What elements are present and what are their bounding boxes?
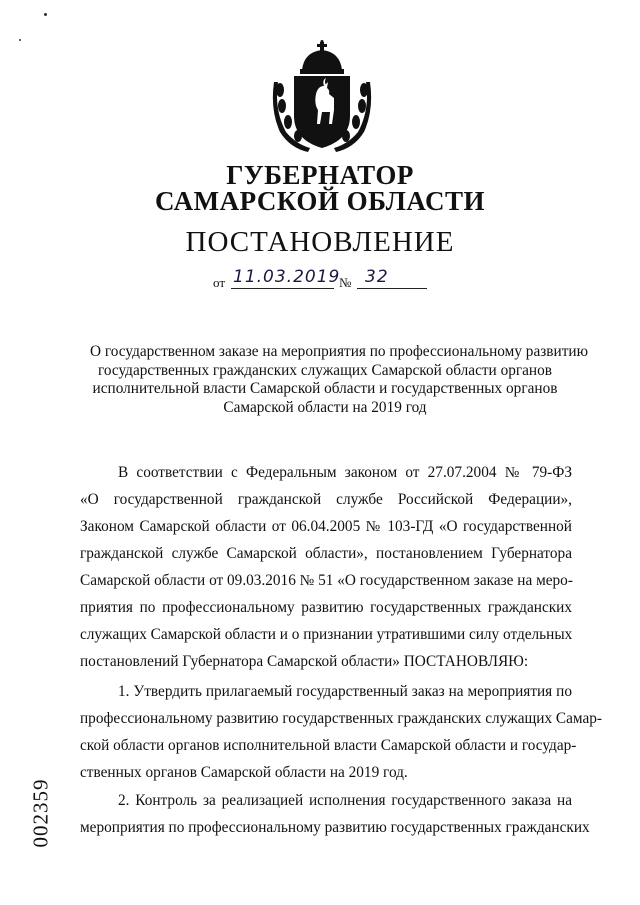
- registration-number: 002359: [28, 778, 53, 848]
- body-line: ской области органов исполнительной власти Самарской области и государ-: [80, 737, 577, 754]
- scan-speck: [19, 39, 21, 41]
- handwritten-date: 11.03.2019: [233, 267, 341, 287]
- number-prefix: №: [339, 275, 352, 290]
- subject-line: Самарской области на 2019 год: [223, 398, 427, 416]
- body-line: 2. Контроль за реализацией исполнения государственного заказа на: [118, 792, 572, 809]
- document-type: ПОСТАНОВЛЕНИЕ: [185, 226, 455, 258]
- number-underline: [357, 288, 427, 289]
- body-line: Самарской области от 09.03.2016 № 51 «О государственном заказе на меро-: [80, 572, 573, 589]
- body-line: мероприятия по профессиональному развитию государственных гражданских: [80, 819, 590, 836]
- document-subject: [90, 343, 588, 417]
- body-line: постановлений Губернатора Самарской области» ПОСТАНОВЛЯЮ:: [80, 653, 529, 670]
- issuer-region: САМАРСКОЙ ОБЛАСТИ: [154, 186, 486, 216]
- body-line: Законом Самарской области от 06.04.2005 № 103-ГД «О государственной: [80, 518, 572, 535]
- date-underline: [231, 288, 334, 289]
- scan-speck: [44, 13, 47, 16]
- date-number-line: [213, 269, 473, 293]
- registration-stamp: [26, 768, 56, 858]
- date-prefix: от: [213, 275, 226, 290]
- handwritten-number: 32: [365, 267, 389, 287]
- subject-line: исполнительной власти Самарской области и государственных органов: [92, 380, 558, 397]
- samara-coat-of-arms-icon: [272, 40, 372, 154]
- body-line: приятия по профессиональному развитию государственных гражданских: [80, 599, 572, 616]
- body-line: служащих Самарской области и о признании утратившими силу отдельных: [80, 626, 573, 643]
- body-line: профессиональному развитию государственных гражданских служащих Самар-: [80, 710, 603, 727]
- body-line: 1. Утвердить прилагаемый государственный заказ на мероприятия по: [118, 683, 572, 700]
- issuer-title: ГУБЕРНАТОР: [226, 160, 414, 190]
- body-line: ственных органов Самарской области на 2019 год.: [80, 764, 408, 781]
- body-line: гражданской службе Самарской области», постановлением Губернатора: [80, 545, 572, 562]
- subject-line: О государственном заказе на мероприятия по профессиональному развитию: [90, 343, 588, 360]
- body-line: «О государственной гражданской службе Российской Федерации»,: [80, 491, 572, 508]
- subject-line: государственных гражданских служащих Самарской области органов: [97, 361, 552, 379]
- body-line: В соответствии с Федеральным законом от 27.07.2004 № 79-ФЗ: [118, 464, 572, 481]
